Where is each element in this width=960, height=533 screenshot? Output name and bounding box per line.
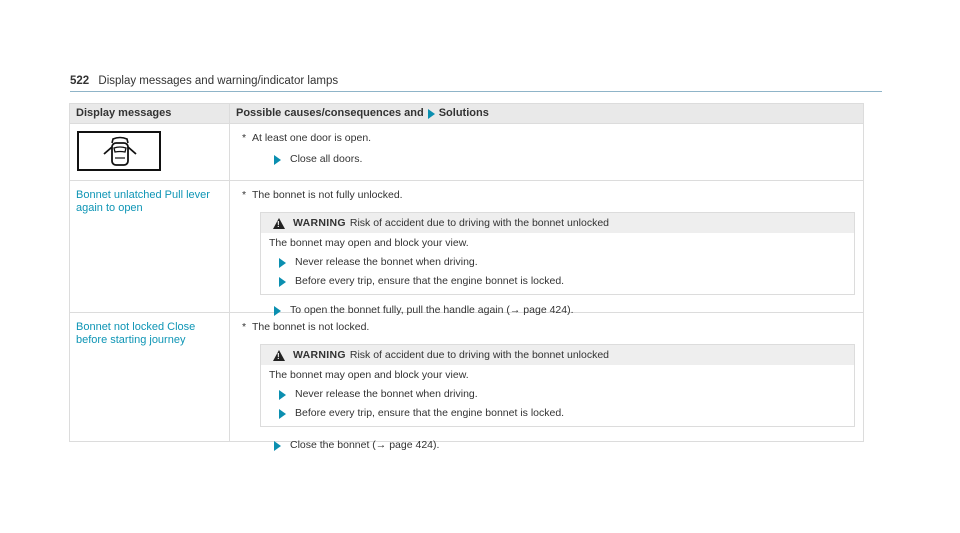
table-row: [70, 313, 863, 451]
arrow-right-icon: [279, 277, 286, 287]
table-header-row: [70, 104, 863, 124]
cause-text: At least one door is open.: [252, 132, 372, 144]
display-message: Bonnet unlatched Pull lever again to open: [76, 189, 210, 214]
col-header-causes-text: Possible causes/consequences and: [236, 107, 424, 119]
warning-label: WARNING: [293, 349, 346, 361]
warning-body: [261, 365, 854, 426]
cause-cell: [230, 313, 863, 451]
bullet-star: *: [242, 321, 247, 333]
message-cell: [70, 124, 230, 180]
warning-text: The bonnet may open and block your view.: [269, 369, 469, 381]
warning-text: The bonnet may open and block your view.: [269, 237, 469, 249]
table-row: [70, 124, 863, 181]
arrow-right-icon: [274, 155, 281, 165]
warning-action: Never release the bonnet when driving.: [295, 256, 478, 268]
message-cell: [70, 313, 230, 441]
cause-text: The bonnet is not locked.: [252, 321, 370, 333]
warning-action: Before every trip, ensure that the engine bonnet is locked.: [295, 275, 565, 287]
message-cell: [70, 181, 230, 312]
page-header: [70, 73, 882, 92]
action-text: Close all doors.: [290, 153, 363, 165]
action-text: Close the bonnet (→ page 424).: [290, 439, 440, 451]
col-header-solutions-text: Solutions: [438, 107, 489, 119]
warning-box: [260, 344, 855, 427]
arrow-right-icon: [279, 390, 286, 400]
warning-box: [260, 212, 855, 295]
warning-title: Risk of accident due to driving with the bonnet unlocked: [349, 349, 610, 361]
cause-text: The bonnet is not fully unlocked.: [252, 189, 403, 201]
warning-header: [261, 345, 854, 365]
cause-cell: [230, 181, 863, 316]
col-header-display-messages: Display messages: [70, 104, 230, 123]
messages-table: [69, 103, 864, 451]
action-text: To open the bonnet fully, pull the handle again (→ page 424).: [290, 304, 574, 316]
bullet-star: *: [242, 132, 247, 144]
display-message: Bonnet not locked Close before starting journey: [76, 321, 196, 346]
warning-triangle-icon: !: [273, 350, 285, 361]
warning-title: Risk of accident due to driving with the bonnet unlocked: [349, 217, 610, 229]
bullet-star: *: [242, 189, 247, 201]
warning-label: WARNING: [293, 217, 346, 229]
arrow-right-icon: [274, 441, 281, 451]
page-title: Display messages and warning/indicator lamps: [98, 75, 339, 87]
table-row: [70, 181, 863, 316]
col-header-causes-solutions: [230, 104, 863, 123]
arrow-right-icon: [279, 258, 286, 268]
warning-body: [261, 233, 854, 294]
warning-header: [261, 213, 854, 233]
page-number: 522: [70, 75, 90, 87]
warning-action: Before every trip, ensure that the engine bonnet is locked.: [295, 407, 565, 419]
cause-cell: [230, 124, 863, 180]
car-door-open-icon: [77, 131, 161, 171]
arrow-right-icon: [428, 109, 435, 119]
warning-action: Never release the bonnet when driving.: [295, 388, 478, 400]
warning-triangle-icon: !: [273, 218, 285, 229]
arrow-right-icon: [279, 409, 286, 419]
